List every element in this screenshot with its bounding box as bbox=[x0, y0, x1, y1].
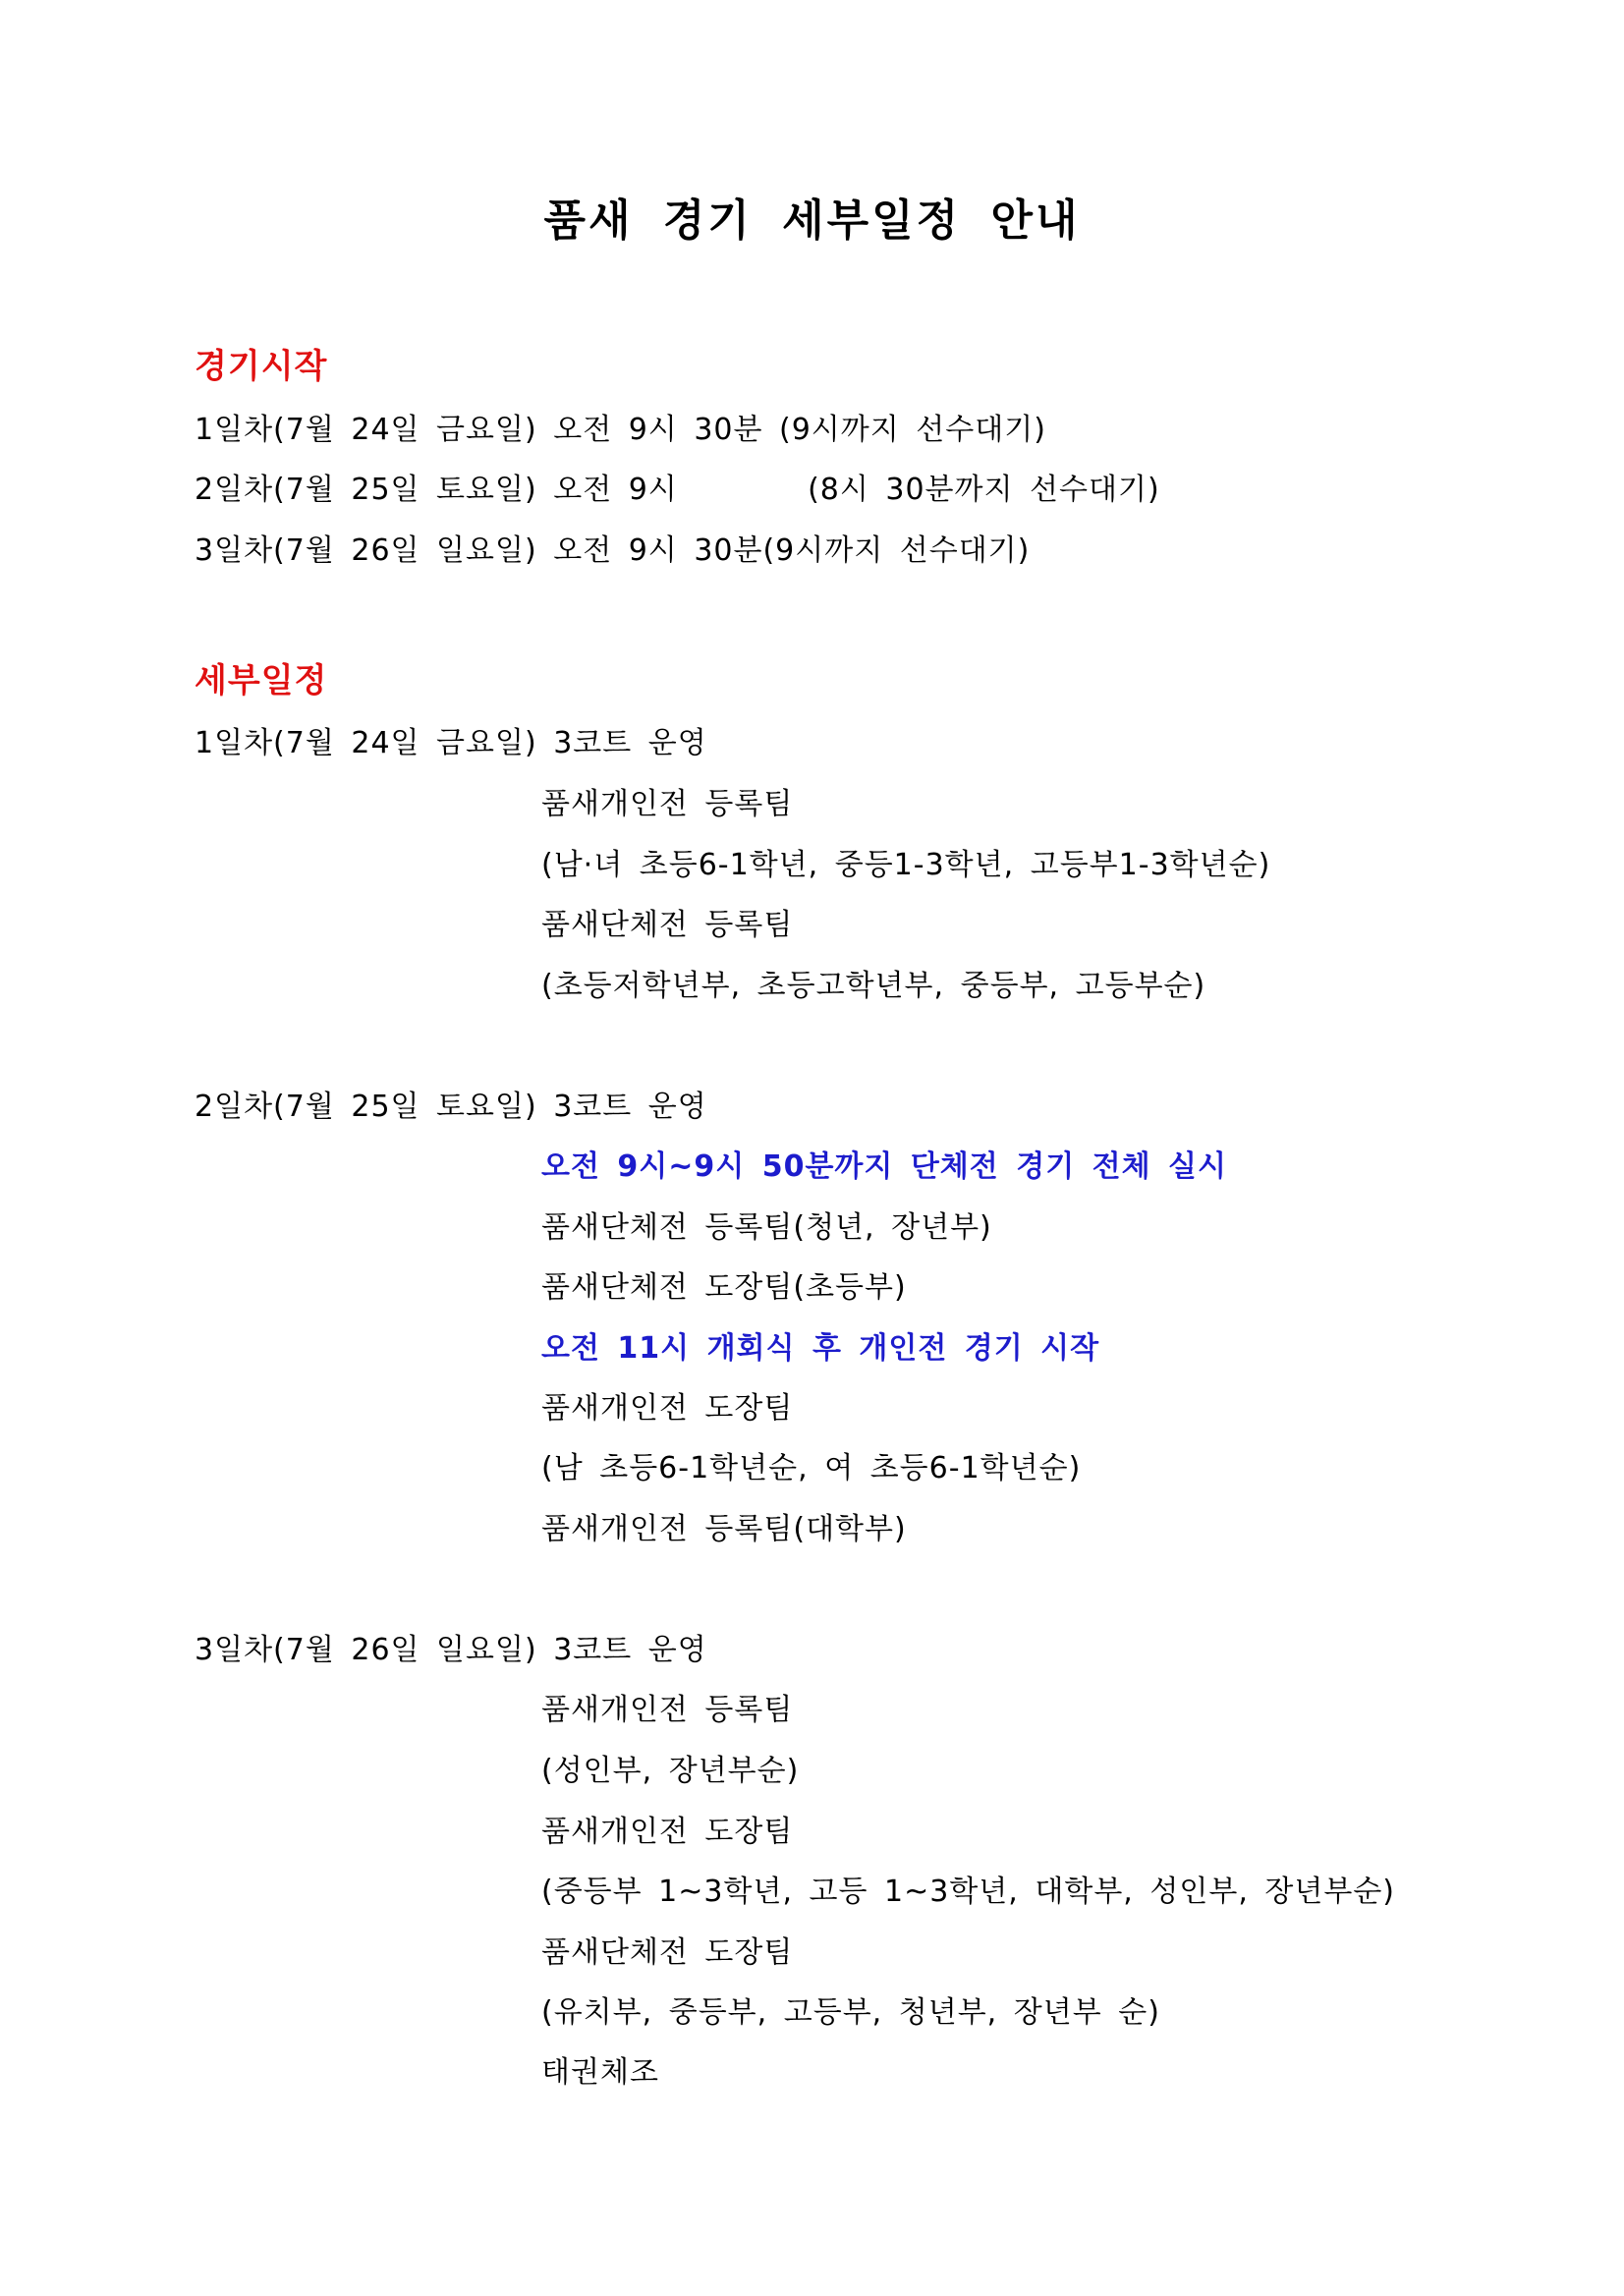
day2-highlight-team-event: 오전 9시~9시 50분까지 단체전 경기 전체 실시 bbox=[541, 1149, 1227, 1184]
day3-item: 태권체조 bbox=[541, 2055, 659, 2090]
day2-item: 품새단체전 도장팀(초등부) bbox=[541, 1270, 907, 1305]
start-line-day3: 3일차(7월 26일 일요일) 오전 9시 30분(9시까지 선수대기) bbox=[195, 533, 1031, 568]
page-title: 품새 경기 세부일정 안내 bbox=[543, 196, 1081, 246]
day1-item: 품새개인전 등록팀 bbox=[541, 787, 794, 821]
day3-item: (유치부, 중등부, 고등부, 청년부, 장년부 순) bbox=[541, 1995, 1160, 2030]
day2-item: 품새단체전 등록팀(청년, 장년부) bbox=[541, 1210, 992, 1245]
day2-item: 품새개인전 등록팀(대학부) bbox=[541, 1512, 907, 1546]
section-heading-start: 경기시작 bbox=[195, 347, 328, 386]
day3-item: 품새개인전 등록팀 bbox=[541, 1693, 794, 1727]
day2-item: 품새개인전 도장팀 bbox=[541, 1391, 794, 1426]
day3-item: 품새단체전 도장팀 bbox=[541, 1935, 794, 1970]
day3-item: (중등부 1~3학년, 고등 1~3학년, 대학부, 성인부, 장년부순) bbox=[541, 1875, 1396, 1909]
day2-highlight-opening: 오전 11시 개회식 후 개인전 경기 시작 bbox=[541, 1331, 1100, 1366]
day3-label: 3일차(7월 26일 일요일) 3코트 운영 bbox=[195, 1633, 707, 1667]
day3-item: (성인부, 장년부순) bbox=[541, 1754, 800, 1788]
section-heading-detail: 세부일정 bbox=[195, 661, 328, 700]
day1-item: (남·녀 초등6-1학년, 중등1-3학년, 고등부1-3학년순) bbox=[541, 848, 1271, 882]
day2-item: (남 초등6-1학년순, 여 초등6-1학년순) bbox=[541, 1451, 1082, 1485]
day3-item: 품새개인전 도장팀 bbox=[541, 1815, 794, 1849]
day1-label: 1일차(7월 24일 금요일) 3코트 운영 bbox=[195, 726, 707, 760]
day1-item: 품새단체전 등록팀 bbox=[541, 908, 794, 942]
day1-item: (초등저학년부, 초등고학년부, 중등부, 고등부순) bbox=[541, 969, 1206, 1003]
day2-label: 2일차(7월 25일 토요일) 3코트 운영 bbox=[195, 1090, 707, 1124]
start-line-day1: 1일차(7월 24일 금요일) 오전 9시 30분 (9시까지 선수대기) bbox=[195, 413, 1046, 447]
start-line-day2: 2일차(7월 25일 토요일) 오전 9시 (8시 30분까지 선수대기) bbox=[195, 473, 1160, 507]
